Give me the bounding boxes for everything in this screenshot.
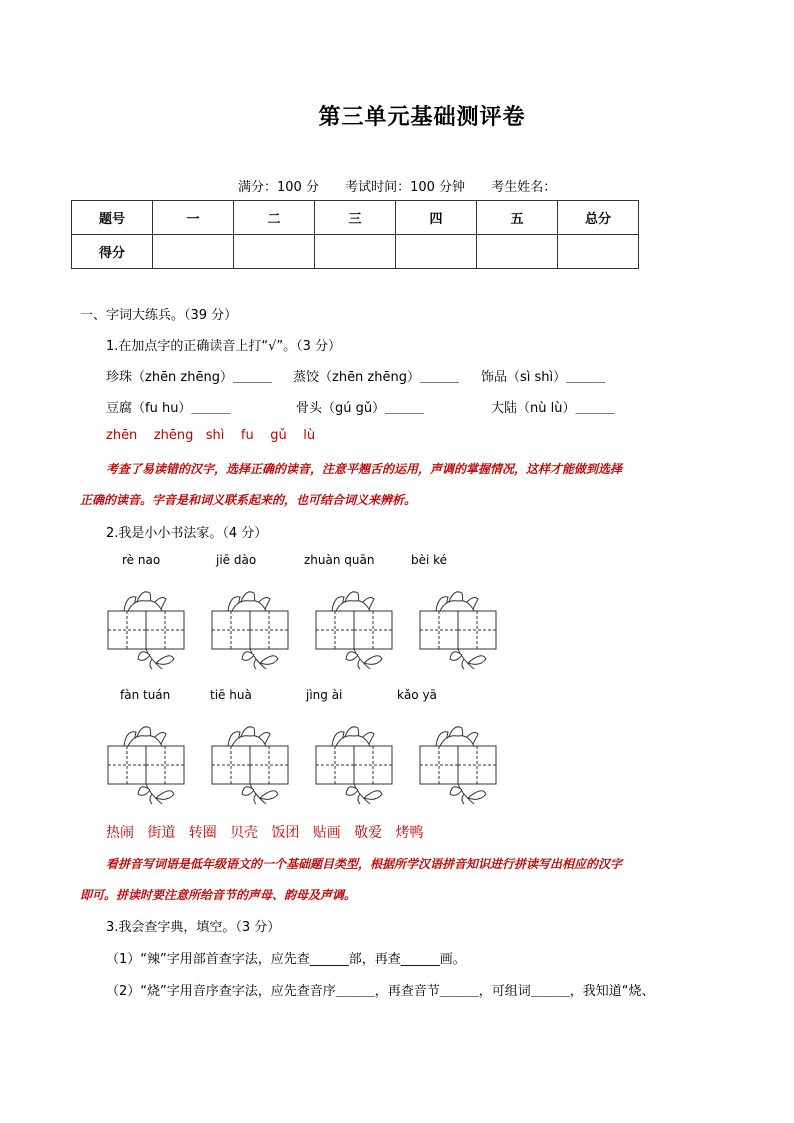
- q2-pinyin: jiē dào: [216, 553, 257, 567]
- score-table-header: 五: [477, 201, 558, 235]
- q2-note: 即可。拼读时要注意所给音节的声母、韵母及声调。: [80, 888, 357, 902]
- q1-note: 考查了易读错的汉字，选择正确的读音，注意平翘舌的运用，声调的掌握情况，这样才能做到选择: [106, 462, 623, 476]
- q1-item: 珍珠（zhēn zhēng）＿＿＿: [106, 370, 272, 385]
- score-cell[interactable]: [558, 235, 639, 269]
- q1-item: 蒸饺（zhēn zhēng）＿＿＿: [293, 370, 459, 385]
- q2-answer: 热闹 街道 转圈 贝壳 饭团 贴画 敬爱 烤鸭: [106, 825, 424, 841]
- writing-box[interactable]: [312, 720, 396, 806]
- q1-item: 大陆（nù lù）＿＿＿: [491, 401, 615, 416]
- q3-line: （1）“辣”字用部首查字法，应先查______部，再查______画。: [106, 952, 466, 967]
- score-cell[interactable]: [396, 235, 477, 269]
- student-name-label: 考生姓名：: [491, 180, 557, 195]
- score-table: [71, 200, 639, 269]
- score-table-header: 四: [396, 201, 477, 235]
- score-table-header: 一: [153, 201, 234, 235]
- q2-pinyin: tiē huà: [210, 688, 252, 702]
- writing-box[interactable]: [208, 720, 292, 806]
- score-table-header: 三: [315, 201, 396, 235]
- score-table-header-row: [72, 201, 639, 235]
- q2-pinyin: jìng ài: [306, 688, 343, 702]
- score-cell[interactable]: [315, 235, 396, 269]
- q2-note: 看拼音写词语是低年级语文的一个基础题目类型，根据所学汉语拼音知识进行拼读写出相应的汉字: [106, 857, 623, 871]
- writing-box[interactable]: [416, 585, 500, 671]
- q2-pinyin: rè nao: [122, 553, 161, 567]
- q1-item: 饰品（sì shì）＿＿＿: [481, 370, 606, 385]
- writing-box[interactable]: [104, 585, 188, 671]
- score-row-label: 得分: [72, 235, 153, 269]
- q2-pinyin: kǎo yā: [397, 688, 437, 702]
- score-table-score-row: [72, 235, 639, 269]
- score-cell[interactable]: [477, 235, 558, 269]
- q3-prompt: 3.我会查字典，填空。（3 分）: [106, 920, 281, 935]
- score-cell[interactable]: [234, 235, 315, 269]
- q3-line: （2）“烧”字用音序查字法，应先查音序＿＿＿，再查音节＿＿＿，可组词＿＿＿，我知道“烧、: [106, 984, 655, 999]
- writing-box[interactable]: [208, 585, 292, 671]
- q1-item: 豆腐（fu hu）＿＿＿: [106, 401, 231, 416]
- page-title: 第三单元基础测评卷: [318, 104, 526, 130]
- score-table-header: 二: [234, 201, 315, 235]
- q2-prompt: 2.我是小小书法家。（4 分）: [106, 526, 268, 541]
- exam-info: [238, 176, 556, 195]
- q2-pinyin: zhuàn quān: [304, 553, 375, 567]
- q1-note: 正确的读音。字音是和词义联系起来的，也可结合词义来辨析。: [80, 493, 417, 507]
- q1-prompt: 1.在加点字的正确读音上打“√”。（3 分）: [106, 339, 342, 354]
- writing-box[interactable]: [104, 720, 188, 806]
- section1-heading: 一、字词大练兵。（39 分）: [80, 308, 238, 323]
- q2-pinyin: fàn tuán: [120, 688, 171, 702]
- score-table-header: 总分: [558, 201, 639, 235]
- score-table-header: 题号: [72, 201, 153, 235]
- writing-box[interactable]: [312, 585, 396, 671]
- full-score: 满分：100 分: [238, 180, 319, 195]
- q2-pinyin: bèi ké: [411, 553, 448, 567]
- writing-box[interactable]: [416, 720, 500, 806]
- q1-item: 骨头（gú gǔ）＿＿＿: [296, 401, 425, 416]
- score-cell[interactable]: [153, 235, 234, 269]
- q1-answer: zhēn zhēng shì fu gǔ lù: [106, 428, 316, 443]
- exam-time: 考试时间：100 分钟: [345, 180, 466, 195]
